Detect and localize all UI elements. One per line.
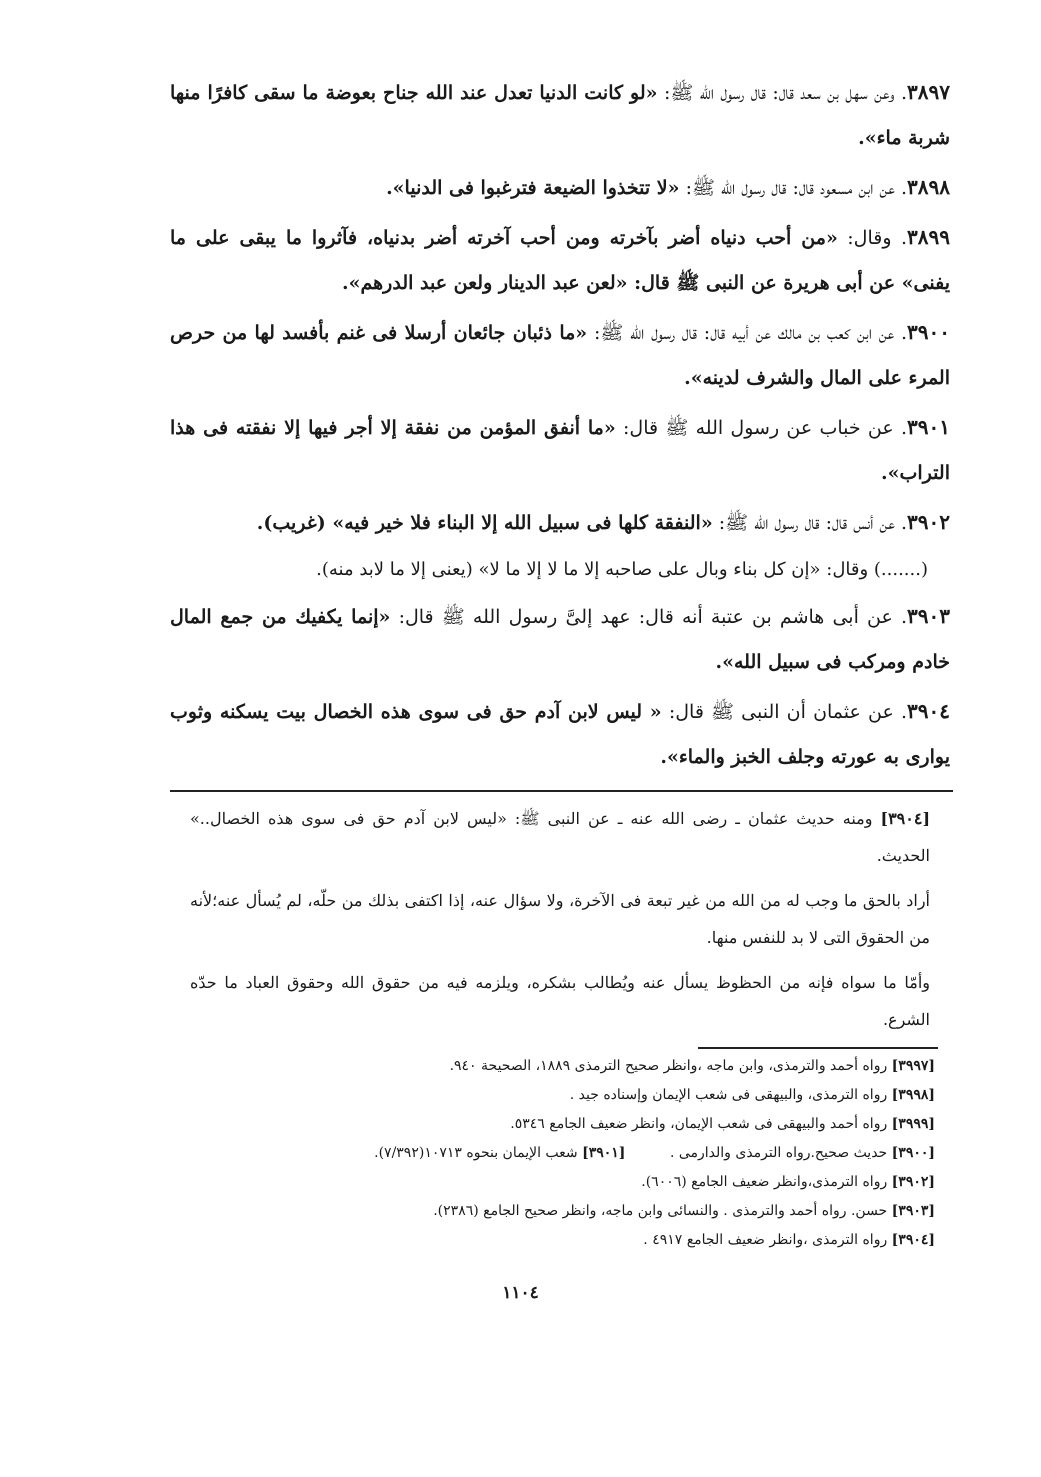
hadith-number: ٣٩٠١ bbox=[907, 415, 950, 439]
hadith-text: «لا تتخذوا الضيعة فترغبوا فى الدنيا». bbox=[386, 177, 680, 199]
page-number: ١١٠٤ bbox=[502, 1283, 539, 1303]
hadith-intro: عن خباب عن رسول الله ﷺ قال: bbox=[623, 417, 894, 439]
commentary-paragraph bbox=[190, 800, 930, 874]
hadith-text: «ما ذئبان جائعان أرسلا فى غنم بأفسد لها من حرص المرء على المال والشرف لدينه». bbox=[170, 322, 950, 389]
footnote-number: [٣٩٠٠] bbox=[891, 1145, 935, 1161]
hadith-intro: وعن سهل بن سعد قال: قال رسول الله ﷺ: bbox=[663, 82, 895, 104]
footnote-number: [٣٩٩٨] bbox=[891, 1087, 935, 1103]
hadith-3898: ٣٨٩٨. عن ابن مسعود قال: قال رسول الله ﷺ: «لا تتخذوا الضيعة فترغبوا فى الدنيا». bbox=[386, 175, 950, 199]
footnote-text: رواه أحمد والترمذى، وابن ماجه ،وانظر صحيح الترمذى ١٨٨٩، الصحيحة ٩٤٠. bbox=[449, 1058, 888, 1074]
footnote-number: [٣٩٠١] bbox=[582, 1145, 626, 1161]
footnote-item bbox=[220, 1168, 935, 1197]
footnote-item bbox=[220, 1052, 935, 1081]
commentary-paragraph: أراد بالحق ما وجب له من الله من غير تبعة فى الآخرة، ولا سؤال عنه، إذا اكتفى بذلك من حلّه، لم يُسأل عنه؛لأنه من الحقوق التى لا بد للنفس منها. bbox=[190, 891, 931, 947]
hadith-number: ٣٩٠٢ bbox=[907, 510, 950, 534]
hadith-block bbox=[170, 70, 950, 784]
footnote-item bbox=[220, 1081, 935, 1110]
footnote-number: [٣٩٠٤] bbox=[891, 1232, 935, 1248]
footnotes bbox=[220, 1052, 935, 1255]
hadith-number: ٣٨٩٨ bbox=[907, 175, 950, 199]
hadith-sub-line: (.......) وقال: «إن كل بناء وبال على صاحبه إلا ما لا إلا ما لا» (يعنى إلا ما لابد منه). bbox=[316, 559, 928, 580]
hadith-intro: عن ابن مسعود قال: قال رسول الله ﷺ: bbox=[685, 177, 895, 199]
hadith-number: ٣٩٠٣ bbox=[907, 604, 950, 628]
hadith-text: «ما أنفق المؤمن من نفقة إلا أجر فيها إلا نفقته فى هذا التراب». bbox=[170, 417, 950, 484]
hadith-3900: ٣٩٠٠. عن ابن كعب بن مالك عن أبيه قال: قال رسول الله ﷺ: «ما ذئبان جائعان أرسلا فى غنم بأفسد لها من حرص المرء على المال والشرف لدينه». bbox=[170, 320, 950, 389]
hadith-3902: ٣٩٠٢. عن أنس قال: قال رسول الله ﷺ: «النفقة كلها فى سبيل الله إلا البناء فلا خير فيه» (غريب). bbox=[256, 510, 950, 534]
footnote-number: [٣٩٩٩] bbox=[891, 1116, 935, 1132]
footnote-item bbox=[220, 1226, 935, 1255]
commentary-paragraph: وأمّا ما سواه فإنه من الحظوظ يسأل عنه ويُطالب بشكره، ويلزمه فيه من حقوق الله وحقوق العباد ما حدّه الشرع. bbox=[190, 973, 931, 1029]
commentary-ref: [٣٩٠٤] bbox=[880, 809, 931, 828]
hadith-text: «لو كانت الدنيا تعدل عند الله جناح بعوضة ما سقى كافرًا منها شربة ماء». bbox=[170, 82, 950, 149]
footnote-text: حديث صحيح.رواه الترمذى والدارمى . bbox=[669, 1145, 888, 1161]
hadith-number: ٣٨٩٧ bbox=[907, 80, 950, 104]
footnote-item bbox=[220, 1197, 935, 1226]
hadith-intro: عن أنس قال: قال رسول الله ﷺ: bbox=[718, 512, 895, 534]
footnote-text: شعب الإيمان بنحوه ١٠٧١٣(٧/٣٩٢). bbox=[374, 1145, 578, 1161]
footnote-text: رواه الترمذى،وانظر ضعيف الجامع (٦٠٠٦). bbox=[641, 1174, 888, 1190]
footnote-item bbox=[220, 1139, 935, 1168]
commentary-block bbox=[190, 800, 930, 1046]
hadith-number: ٣٨٩٩ bbox=[907, 225, 950, 249]
hadith-intro: عن عثمان أن النبى ﷺ قال: bbox=[668, 701, 894, 723]
hadith-text: «من أحب دنياه أضر بآخرته ومن أحب آخرته أضر بدنياه، فآثروا ما يبقى على ما يفنى» عن أبى هريرة عن النبى ﷺ قال: «لعن عبد الدينار ولعن عبد الدرهم». bbox=[170, 227, 950, 294]
footnote-divider bbox=[698, 1047, 938, 1049]
footnote-text: رواه الترمذى ،وانظر ضعيف الجامع ٤٩١٧ . bbox=[643, 1232, 888, 1248]
footnote-text: رواه أحمد والبيهقى فى شعب الإيمان، وانظر ضعيف الجامع ٥٣٤٦. bbox=[510, 1116, 888, 1132]
hadith-intro: عن ابن كعب بن مالك عن أبيه قال: قال رسول الله ﷺ: bbox=[593, 322, 895, 344]
divider-line bbox=[170, 790, 953, 792]
hadith-intro: وقال: bbox=[847, 227, 892, 249]
footnote-item bbox=[220, 1110, 935, 1139]
hadith-3903: ٣٩٠٣. عن أبى هاشم بن عتبة أنه قال: عهد إلىَّ رسول الله ﷺ قال: «إنما يكفيك من جمع المال خادم ومركب فى سبيل الله». bbox=[170, 604, 950, 673]
footnote-text: رواه الترمذى، والبيهقى فى شعب الإيمان وإسناده جيد . bbox=[569, 1087, 888, 1103]
hadith-3901: ٣٩٠١. عن خباب عن رسول الله ﷺ قال: «ما أنفق المؤمن من نفقة إلا أجر فيها إلا نفقته فى هذا التراب». bbox=[170, 415, 950, 484]
hadith-intro: عن أبى هاشم بن عتبة أنه قال: عهد إلىَّ رسول الله ﷺ قال: bbox=[398, 606, 893, 628]
hadith-3904: ٣٩٠٤. عن عثمان أن النبى ﷺ قال: « ليس لابن آدم حق فى سوى هذه الخصال بيت يسكنه وثوب يوارى به عورته وجلف الخبز والماء». bbox=[170, 699, 950, 768]
hadith-number: ٣٩٠٠ bbox=[907, 320, 950, 344]
footnote-number: [٣٩٩٧] bbox=[891, 1058, 935, 1074]
hadith-text: « ليس لابن آدم حق فى سوى هذه الخصال بيت يسكنه وثوب يوارى به عورته وجلف الخبز والماء». bbox=[170, 701, 950, 768]
hadith-3899: ٣٨٩٩. وقال: «من أحب دنياه أضر بآخرته ومن أحب آخرته أضر بدنياه، فآثروا ما يبقى على ما يفنى» عن أبى هريرة عن النبى ﷺ قال: «لعن عبد الدينار ولعن عبد الدرهم». bbox=[170, 225, 950, 294]
hadith-number: ٣٩٠٤ bbox=[907, 699, 950, 723]
commentary-text: ومنه حديث عثمان ـ رضى الله عنه ـ عن النبى ﷺ: «ليس لابن آدم حق فى سوى هذه الخصال..» الحديث. bbox=[190, 809, 930, 865]
footnote-text: حسن. رواه أحمد والترمذى . والنسائى وابن ماجه، وانظر صحيح الجامع (٢٣٨٦). bbox=[433, 1203, 888, 1219]
hadith-text: «إنما يكفيك من جمع المال خادم ومركب فى سبيل الله». bbox=[170, 606, 950, 673]
footnote-number: [٣٩٠٣] bbox=[891, 1203, 935, 1219]
hadith-text: «النفقة كلها فى سبيل الله إلا البناء فلا خير فيه» (غريب). bbox=[256, 512, 713, 534]
footnote-number: [٣٩٠٢] bbox=[891, 1174, 935, 1190]
hadith-3897: ٣٨٩٧. وعن سهل بن سعد قال: قال رسول الله ﷺ: «لو كانت الدنيا تعدل عند الله جناح بعوضة ما سقى كافرًا منها شربة ماء». bbox=[170, 80, 950, 149]
